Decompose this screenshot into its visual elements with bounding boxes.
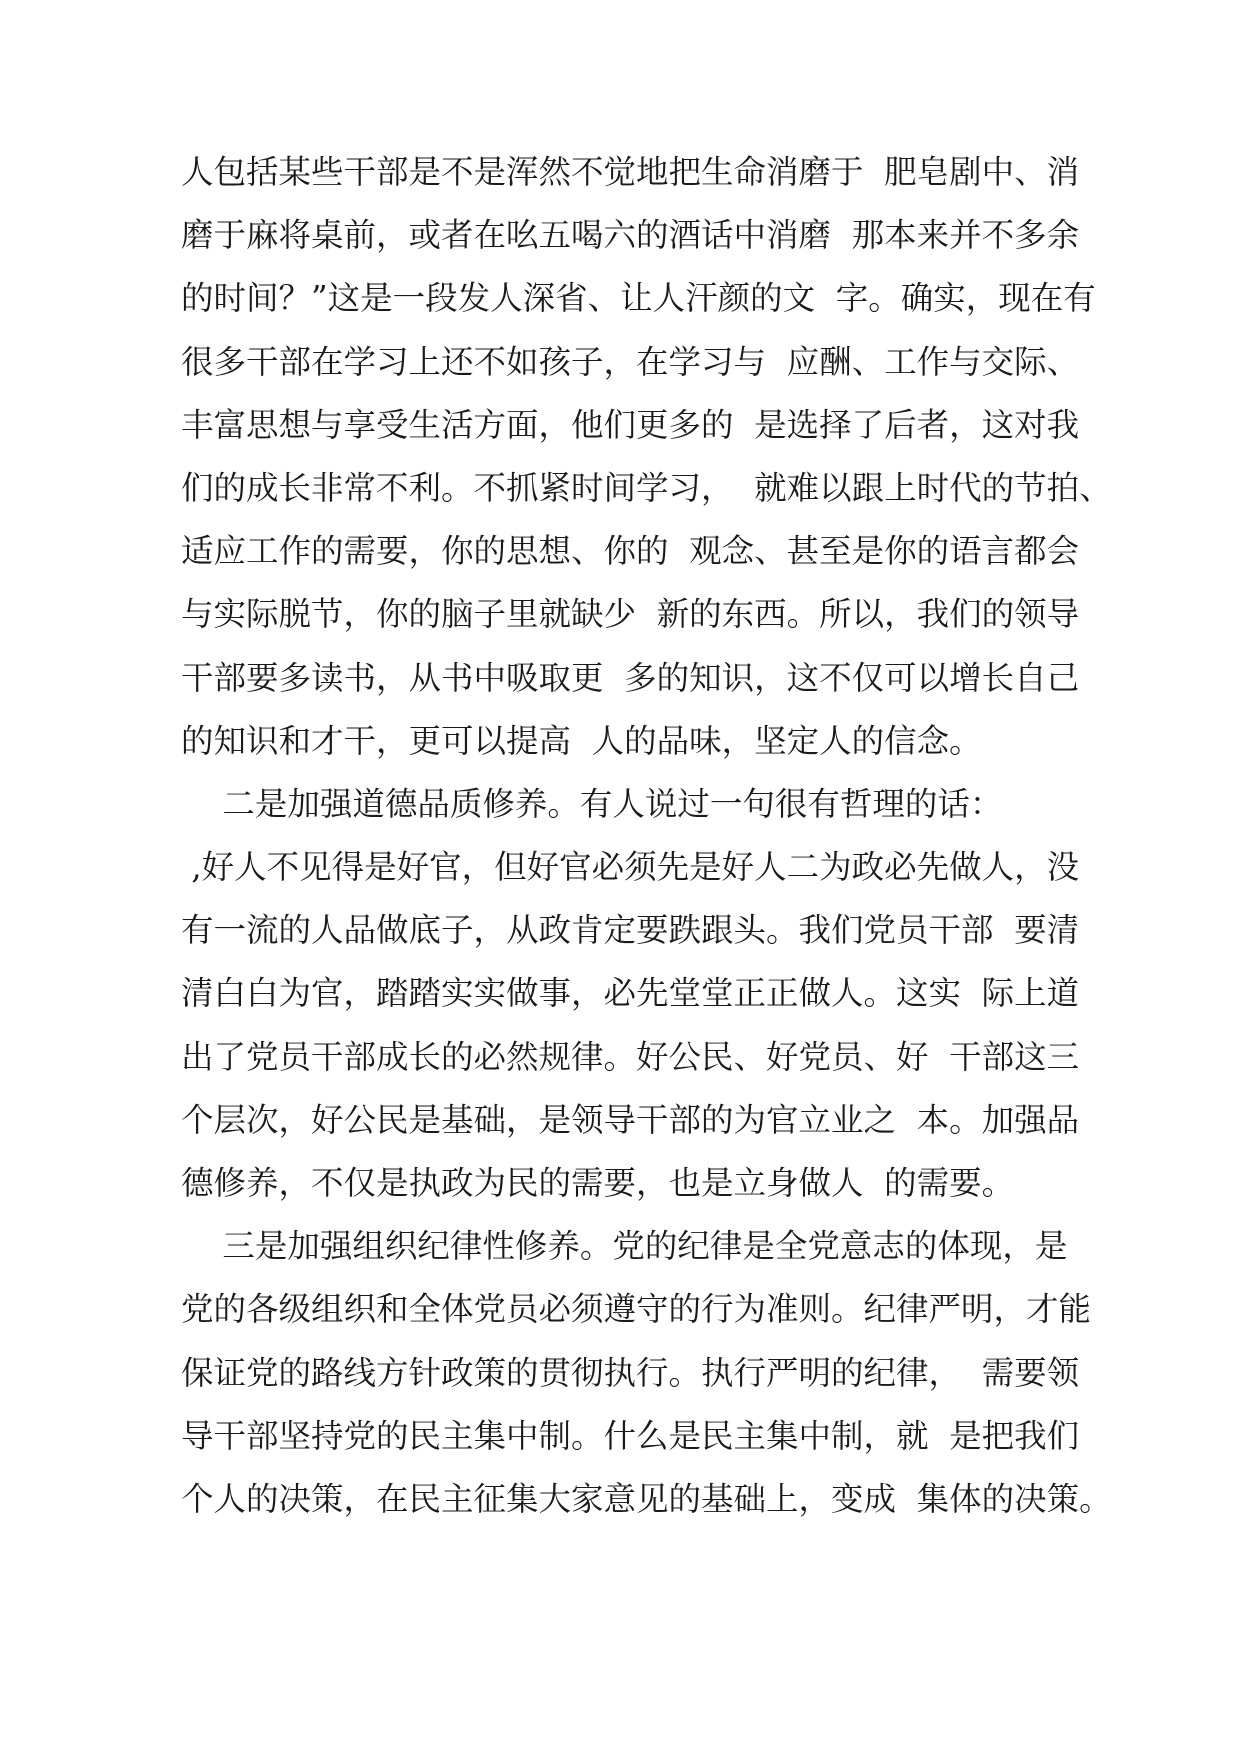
text-line: 个人的决策，在民主征集大家意见的基础上，变成 集体的决策。 xyxy=(181,1479,1112,1518)
text-line: 出了党员干部成长的必然规律。好公民、好党员、好 干部这三 xyxy=(181,1037,1080,1076)
paragraph-start-line: 三是加强组织纪律性修养。党的纪律是全党意志的体现，是 xyxy=(181,1227,1068,1266)
text-line: 很多干部在学习上还不如孩子，在学习与 应酬、工作与交际、 xyxy=(181,342,1080,381)
text-line: 人包括某些干部是不是浑然不觉地把生命消磨于 肥皂剧中、消 xyxy=(181,153,1080,191)
text-line: 德修养，不仅是执政为民的需要，也是立身做人 的需要。 xyxy=(181,1164,1015,1202)
text-line: 的知识和才干，更可以提高 人的品味，坚定人的信念。 xyxy=(181,721,982,760)
text-line: 个层次，好公民是基础，是领导干部的为官立业之 本。加强品 xyxy=(181,1100,1080,1139)
paragraph-start-line: 二是加强道德品质修养。有人说过一句很有哲理的话： xyxy=(181,784,1003,823)
text-line: 的时间？”这是一段发人深省、让人汗颜的文 字。确实，现在有 xyxy=(181,279,1096,318)
text-line: 们的成长非常不利。不抓紧时间学习， 就难以跟上时代的节拍、 xyxy=(181,468,1112,507)
text-line: 与实际脱节，你的脑子里就缺少 新的东西。所以，我们的领导 xyxy=(181,595,1080,634)
text-line: ,好人不见得是好官，但好官必须先是好人二为政必先做人，没 xyxy=(181,848,1080,887)
text-line: 磨于麻将桌前，或者在吆五喝六的酒话中消磨 那本来并不多余 xyxy=(181,216,1080,255)
text-line: 导干部坚持党的民主集中制。什么是民主集中制，就 是把我们 xyxy=(181,1416,1080,1455)
text-line: 清白白为官，踏踏实实做事，必先堂堂正正做人。这实 际上道 xyxy=(181,974,1080,1013)
text-line: 适应工作的需要，你的思想、你的 观念、甚至是你的语言都会 xyxy=(181,532,1080,571)
text-line: 保证党的路线方针政策的贯彻执行。执行严明的纪律， 需要领 xyxy=(181,1353,1080,1392)
text-line: 有一流的人品做底子，从政肯定要跌跟头。我们党员干部 要清 xyxy=(181,911,1080,950)
text-line: 丰富思想与享受生活方面，他们更多的 是选择了后者，这对我 xyxy=(181,405,1080,444)
body-text xyxy=(181,141,1112,1531)
text-line: 干部要多读书，从书中吸取更 多的知识，这不仅可以增长自己 xyxy=(181,658,1080,697)
text-line: 党的各级组织和全体党员必须遵守的行为准则。纪律严明，才能 xyxy=(181,1290,1092,1329)
